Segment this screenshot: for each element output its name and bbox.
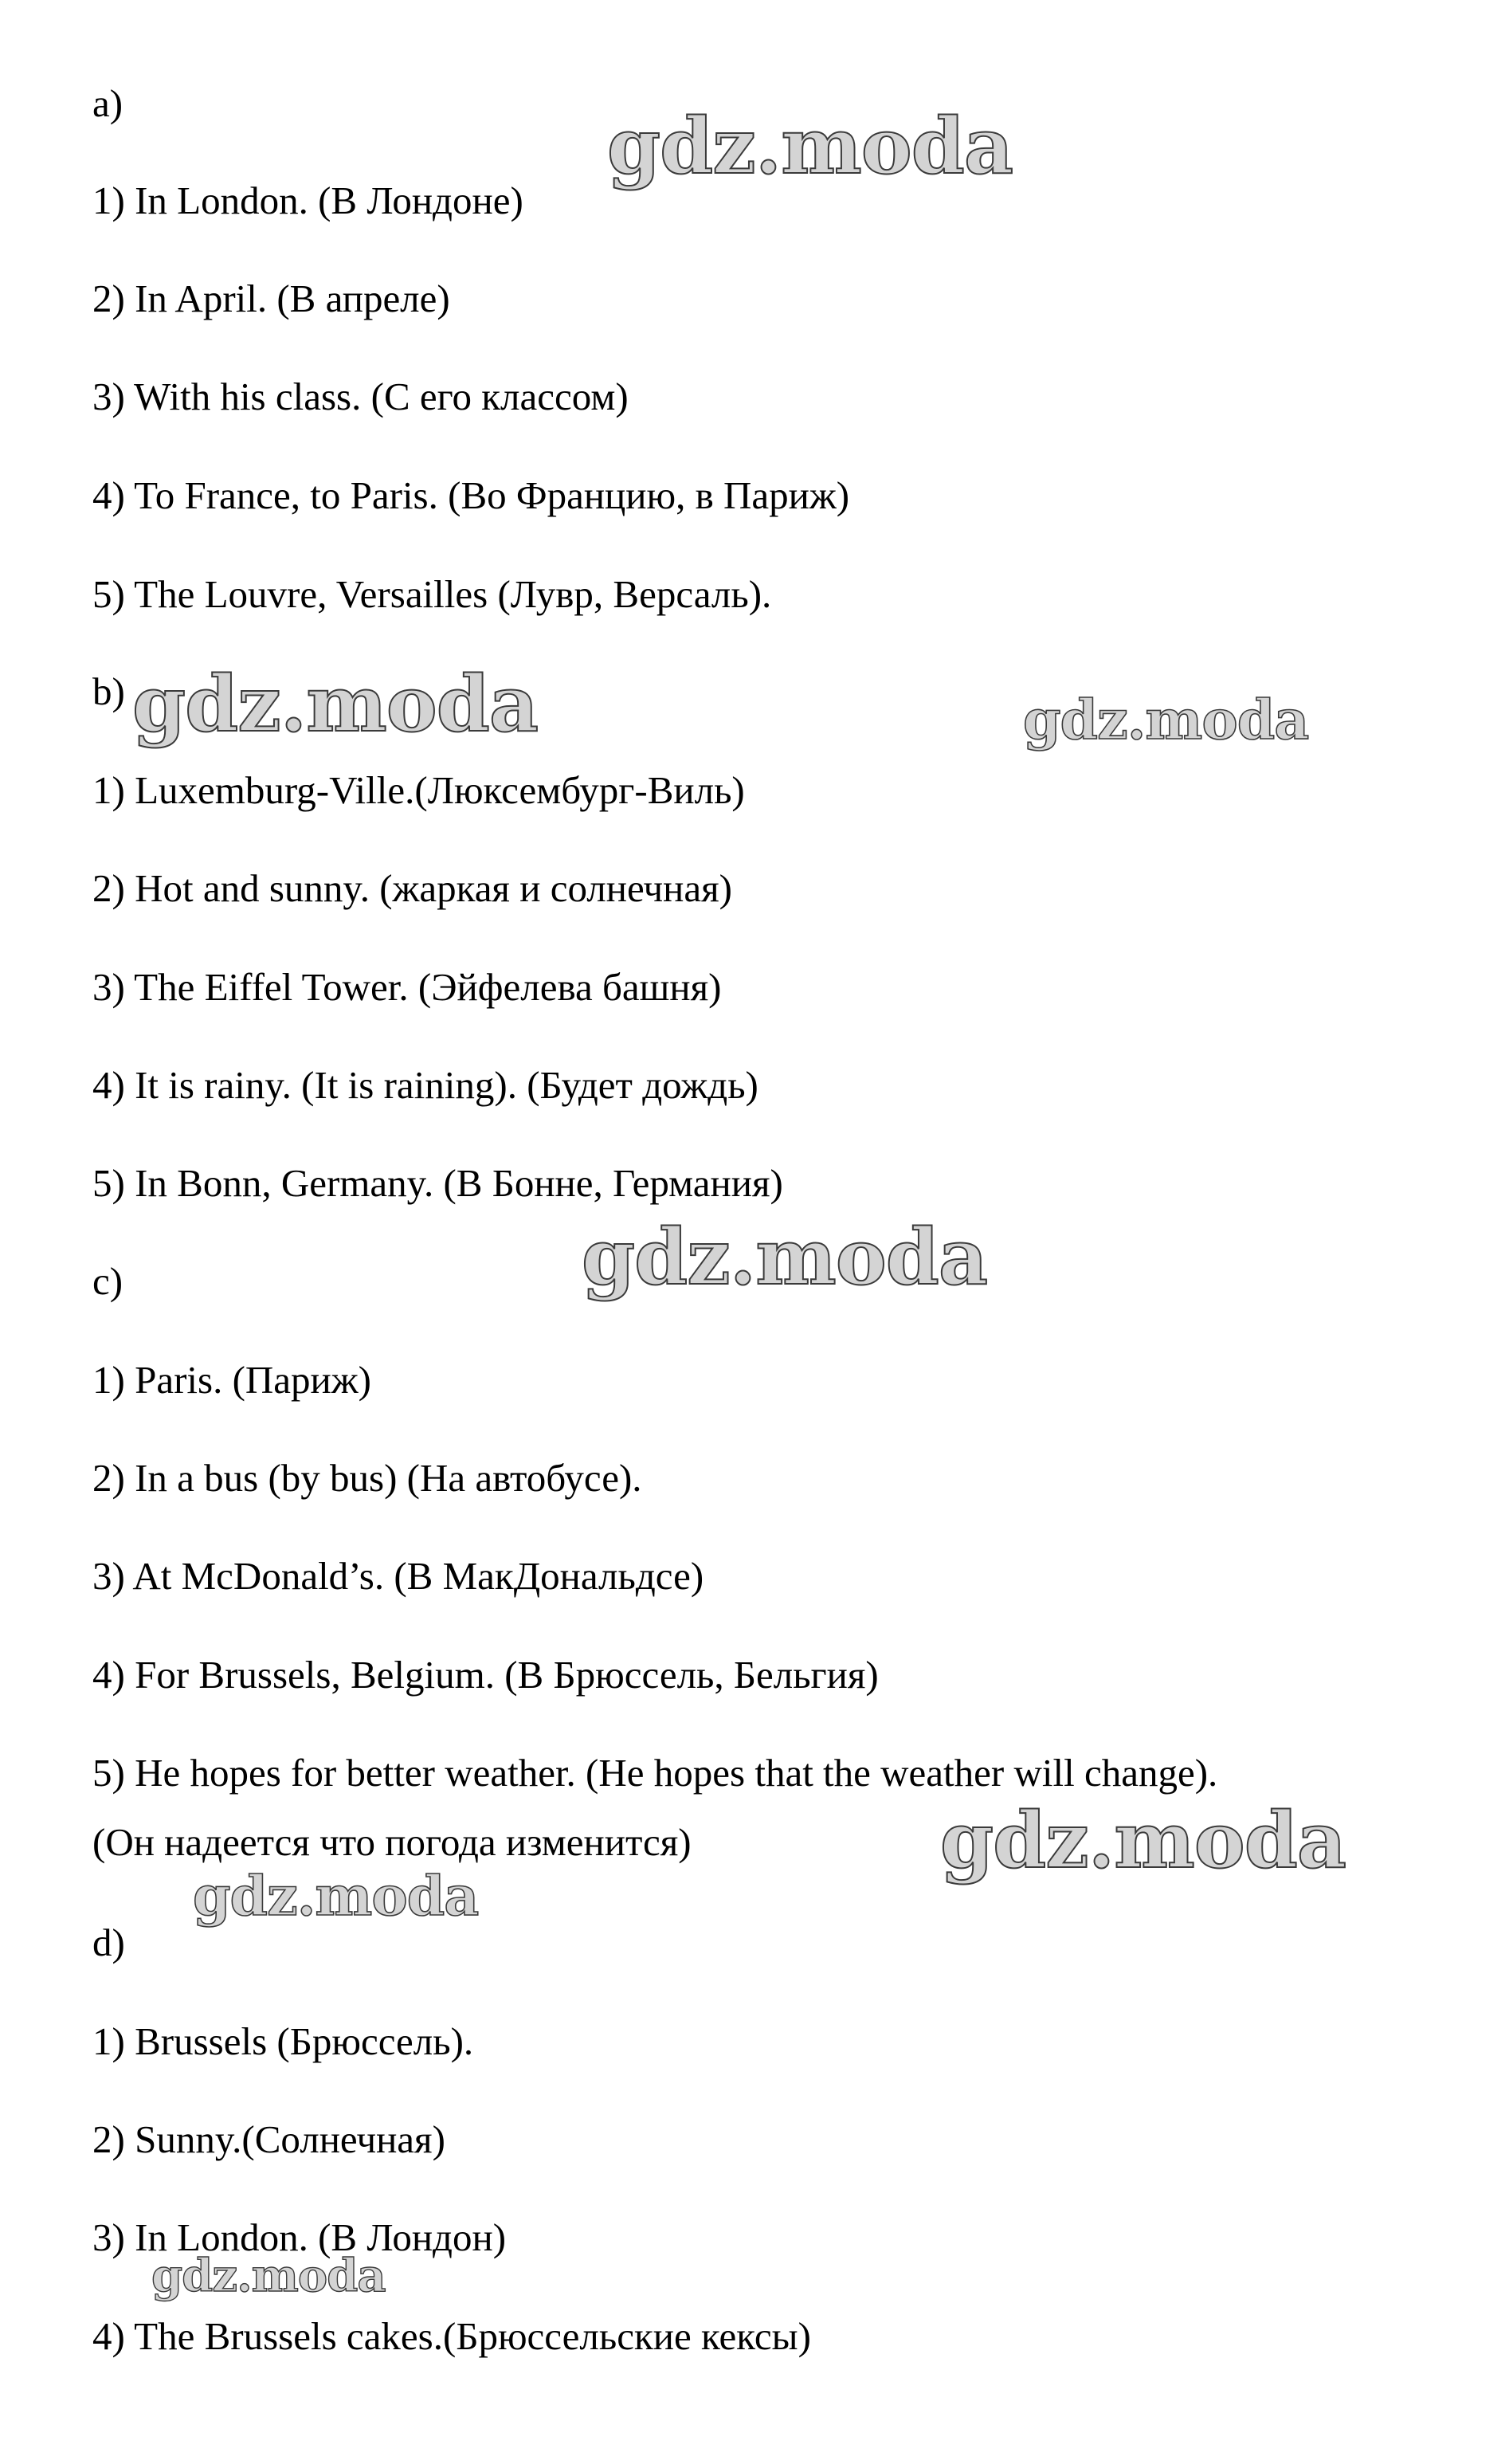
section-c-item-3: 3) At McDonald’s. (В МакДональдсе) (92, 1554, 704, 1598)
section-d-item-3: 3) In London. (В Лондон) (92, 2215, 507, 2259)
section-c-item-2: 2) In a bus (by bus) (На автобусе). (92, 1456, 642, 1500)
section-a-label: a) (92, 81, 123, 125)
section-d-label: d) (92, 1921, 125, 1964)
watermark-logo-4: gdz.moda (582, 1212, 988, 1302)
section-b-item-3: 3) The Eiffel Tower. (Эйфелева башня) (92, 965, 722, 1009)
section-a-item-3: 3) With his class. (С его классом) (92, 375, 629, 418)
section-b-item-1: 1) Luxemburg-Ville.(Люксембург-Виль) (92, 768, 745, 812)
section-a-item-4: 4) To France, to Paris. (Во Францию, в Париж) (92, 473, 850, 517)
section-c-item-4: 4) For Brussels, Belgium. (В Брюссель, Бельгия) (92, 1653, 879, 1697)
watermark-logo-7: gdz.moda (151, 2250, 386, 2302)
section-a-item-2: 2) In April. (В апреле) (92, 277, 450, 320)
section-b-item-4: 4) It is rainy. (It is raining). (Будет дождь) (92, 1063, 758, 1107)
section-b-item-5: 5) In Bonn, Germany. (В Бонне, Германия) (92, 1161, 783, 1205)
section-a-item-1: 1) In London. (В Лондоне) (92, 179, 523, 222)
watermark-logo-6: gdz.moda (193, 1865, 479, 1928)
section-c-label: c) (92, 1259, 123, 1303)
watermark-logo-2: gdz.moda (132, 659, 539, 749)
section-a-item-5: 5) The Louvre, Versailles (Лувр, Версаль). (92, 572, 772, 616)
section-c-item-5: 5) He hopes for better weather. (He hopes that the weather will change). (92, 1751, 1218, 1795)
section-d-item-4: 4) The Brussels cakes.(Брюссельские кексы) (92, 2314, 811, 2358)
section-d-item-2: 2) Sunny.(Солнечная) (92, 2117, 445, 2161)
section-c-item-1: 1) Paris. (Париж) (92, 1358, 371, 1402)
section-b-label: b) (92, 669, 125, 713)
watermark-logo-3: gdz.moda (1023, 689, 1309, 752)
section-c-item-5-translation: (Он надеется что погода изменится) (92, 1820, 692, 1864)
watermark-logo-5: gdz.moda (940, 1795, 1346, 1885)
section-b-item-2: 2) Hot and sunny. (жаркая и солнечная) (92, 866, 732, 910)
section-d-item-1: 1) Brussels (Брюссель). (92, 2019, 474, 2063)
watermark-logo-1: gdz.moda (607, 101, 1013, 191)
